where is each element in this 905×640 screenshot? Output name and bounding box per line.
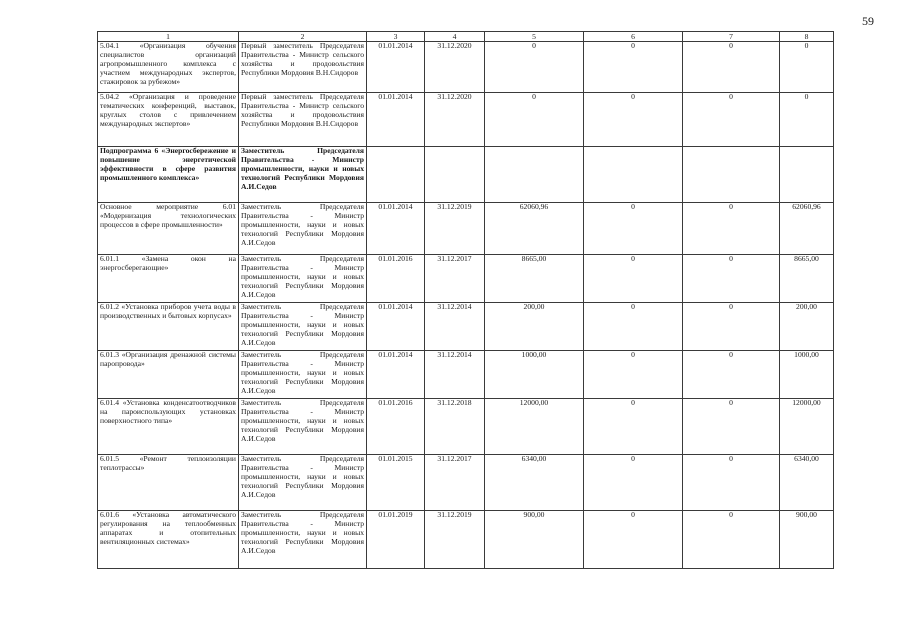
table-row: [98, 399, 834, 455]
page-number: 59: [862, 14, 874, 28]
column-header-7: 7: [683, 32, 780, 42]
row-end-date-cell: 31.12.2014: [425, 351, 485, 399]
row-executor-cell: Заместитель Председателя Правительства - Министр промышленности, науки и новых технологий Республики Мордовия А.И.Седов: [239, 303, 367, 351]
row-name-cell: 5.04.2 «Организация и проведение тематических конференций, выставок, круглых столов с привлечением международных экспертов»: [98, 93, 239, 147]
column-number-row: [98, 32, 834, 42]
row-name-cell: 6.01.2 «Установка приборов учета воды в производственных и бытовых корпусах»: [98, 303, 239, 351]
row-end-date-cell: 31.12.2019: [425, 511, 485, 569]
row-value-6-cell: 0: [584, 42, 683, 93]
table-body: [98, 42, 834, 569]
row-end-date-cell: 31.12.2020: [425, 93, 485, 147]
row-name-cell: 6.01.6 «Установка автоматического регулирования на теплообменных аппаратах и отопительных вентиляционных системах»: [98, 511, 239, 569]
row-value-8-cell: 6340,00: [780, 455, 834, 511]
row-end-date-cell: 31.12.2019: [425, 203, 485, 255]
row-executor-cell: Заместитель Председателя Правительства - Министр промышленности, науки и новых технологий Республики Мордовия А.И.Седов: [239, 455, 367, 511]
row-executor-cell: Первый заместитель Председателя Правительства - Министр сельского хозяйства и продовольствия Республики Мордовия В.Н.Сидоров: [239, 42, 367, 93]
row-start-date-cell: 01.01.2019: [367, 511, 425, 569]
table-row: [98, 93, 834, 147]
row-value-7-cell: [683, 147, 780, 203]
row-value-6-cell: 0: [584, 303, 683, 351]
row-value-7-cell: 0: [683, 511, 780, 569]
row-executor-cell: Заместитель Председателя Правительства - Министр промышленности, науки и новых технологий Республики Мордовия А.И.Седов: [239, 255, 367, 303]
row-start-date-cell: [367, 147, 425, 203]
row-value-5-cell: 62060,96: [485, 203, 584, 255]
table-row: [98, 203, 834, 255]
row-value-6-cell: 0: [584, 93, 683, 147]
row-value-5-cell: 12000,00: [485, 399, 584, 455]
row-executor-cell: Заместитель Председателя Правительства - Министр промышленности, науки и новых технологий Республики Мордовия А.И.Седов: [239, 511, 367, 569]
row-value-5-cell: 8665,00: [485, 255, 584, 303]
row-value-8-cell: 12000,00: [780, 399, 834, 455]
column-header-3: 3: [367, 32, 425, 42]
row-end-date-cell: 31.12.2014: [425, 303, 485, 351]
row-start-date-cell: 01.01.2014: [367, 303, 425, 351]
row-value-8-cell: 0: [780, 93, 834, 147]
row-name-cell: 5.04.1 «Организация обучения специалистов организаций агропромышленного комплекса с участием международных экспертов, стажировок за рубежом»: [98, 42, 239, 93]
row-executor-cell: Заместитель Председателя Правительства - Министр промышленности, науки и новых технологий Республики Мордовия А.И.Седов: [239, 147, 367, 203]
row-end-date-cell: 31.12.2017: [425, 455, 485, 511]
row-end-date-cell: [425, 147, 485, 203]
row-name-cell: Основное мероприятие 6.01 «Модернизация технологических процессов в сфере промышленности»: [98, 203, 239, 255]
row-value-7-cell: 0: [683, 255, 780, 303]
table-header: [98, 32, 834, 42]
row-end-date-cell: 31.12.2018: [425, 399, 485, 455]
column-header-6: 6: [584, 32, 683, 42]
table-row: [98, 351, 834, 399]
row-value-8-cell: 0: [780, 42, 834, 93]
row-value-7-cell: 0: [683, 399, 780, 455]
row-value-6-cell: 0: [584, 399, 683, 455]
row-value-6-cell: 0: [584, 455, 683, 511]
row-value-7-cell: 0: [683, 203, 780, 255]
row-value-5-cell: 0: [485, 42, 584, 93]
row-start-date-cell: 01.01.2014: [367, 93, 425, 147]
row-value-7-cell: 0: [683, 303, 780, 351]
row-start-date-cell: 01.01.2014: [367, 203, 425, 255]
row-name-cell: Подпрограмма 6 «Энергосбережение и повышение энергетической эффективности в сфере развития промышленного комплекса»: [98, 147, 239, 203]
table-row: [98, 511, 834, 569]
row-value-8-cell: 900,00: [780, 511, 834, 569]
row-executor-cell: Заместитель Председателя Правительства - Министр промышленности, науки и новых технологий Республики Мордовия А.И.Седов: [239, 399, 367, 455]
row-value-7-cell: 0: [683, 93, 780, 147]
row-value-6-cell: 0: [584, 255, 683, 303]
row-end-date-cell: 31.12.2020: [425, 42, 485, 93]
row-value-5-cell: 1000,00: [485, 351, 584, 399]
row-name-cell: 6.01.5 «Ремонт теплоизоляции теплотрассы»: [98, 455, 239, 511]
row-value-7-cell: 0: [683, 455, 780, 511]
row-value-5-cell: 200,00: [485, 303, 584, 351]
column-header-1: 1: [98, 32, 239, 42]
row-start-date-cell: 01.01.2014: [367, 351, 425, 399]
row-executor-cell: Заместитель Председателя Правительства - Министр промышленности, науки и новых технологий Республики Мордовия А.И.Седов: [239, 351, 367, 399]
row-start-date-cell: 01.01.2014: [367, 42, 425, 93]
table-row: [98, 147, 834, 203]
program-table: [97, 31, 834, 569]
column-header-5: 5: [485, 32, 584, 42]
row-name-cell: 6.01.4 «Установка конденсатоотводчиков на пароиспользующих установках поверхностного типа»: [98, 399, 239, 455]
table-row: [98, 255, 834, 303]
column-header-4: 4: [425, 32, 485, 42]
table-row: [98, 455, 834, 511]
row-value-7-cell: 0: [683, 42, 780, 93]
row-name-cell: 6.01.1 «Замена окон на энергосберегающие»: [98, 255, 239, 303]
row-value-8-cell: [780, 147, 834, 203]
row-value-5-cell: 0: [485, 93, 584, 147]
row-name-cell: 6.01.3 «Организация дренажной системы паропровода»: [98, 351, 239, 399]
column-header-8: 8: [780, 32, 834, 42]
row-value-8-cell: 8665,00: [780, 255, 834, 303]
row-value-5-cell: 6340,00: [485, 455, 584, 511]
row-value-6-cell: [584, 147, 683, 203]
row-start-date-cell: 01.01.2016: [367, 399, 425, 455]
table-row: [98, 42, 834, 93]
table-row: [98, 303, 834, 351]
row-end-date-cell: 31.12.2017: [425, 255, 485, 303]
row-value-6-cell: 0: [584, 511, 683, 569]
row-value-6-cell: 0: [584, 203, 683, 255]
row-value-5-cell: 900,00: [485, 511, 584, 569]
row-value-8-cell: 1000,00: [780, 351, 834, 399]
column-header-2: 2: [239, 32, 367, 42]
row-start-date-cell: 01.01.2016: [367, 255, 425, 303]
row-value-7-cell: 0: [683, 351, 780, 399]
row-start-date-cell: 01.01.2015: [367, 455, 425, 511]
row-value-6-cell: 0: [584, 351, 683, 399]
row-value-5-cell: [485, 147, 584, 203]
row-executor-cell: Заместитель Председателя Правительства - Министр промышленности, науки и новых технологий Республики Мордовия А.И.Седов: [239, 203, 367, 255]
row-value-8-cell: 200,00: [780, 303, 834, 351]
row-executor-cell: Первый заместитель Председателя Правительства - Министр сельского хозяйства и продовольствия Республики Мордовия В.Н.Сидоров: [239, 93, 367, 147]
row-value-8-cell: 62060,96: [780, 203, 834, 255]
